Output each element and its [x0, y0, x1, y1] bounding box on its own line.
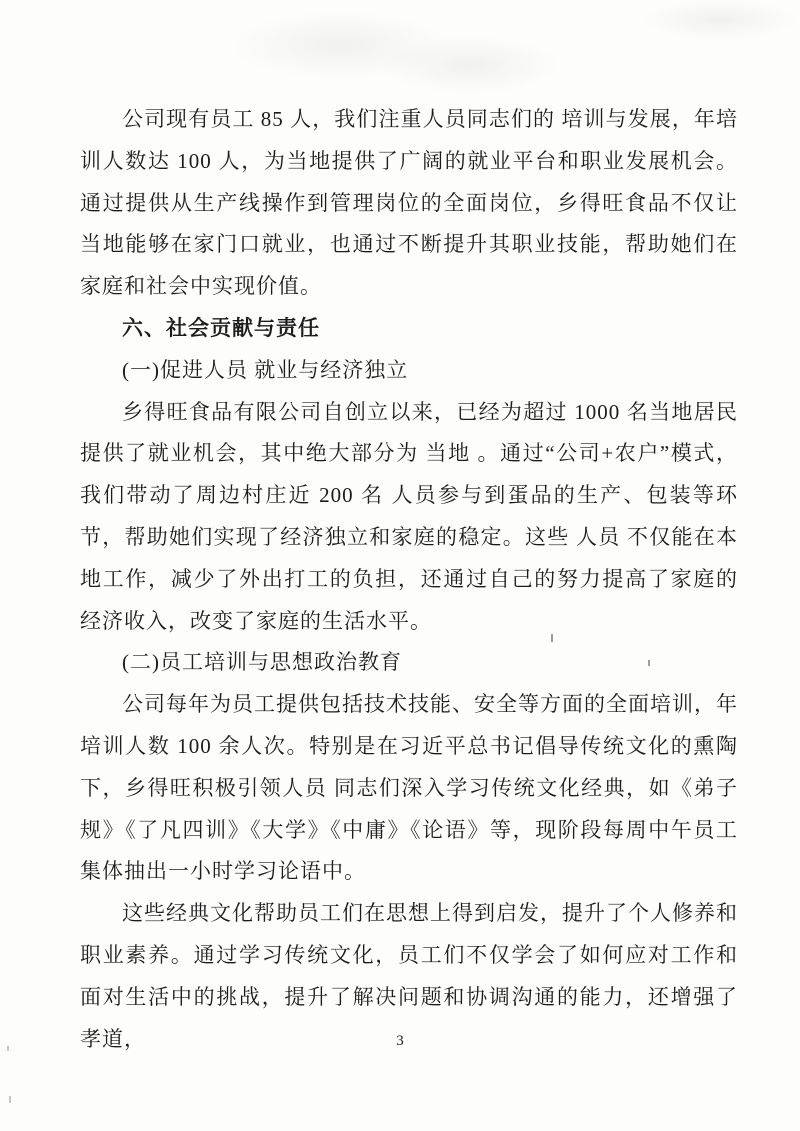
paragraph-workforce-training: 公司现有员工 85 人，我们注重人员同志们的 培训与发展，年培训人数达 100 人，为当地提供了广阔的就业平台和职业发展机会。通过提供从生产线操作到管理岗位的全面岗位，乡得旺食品不仅让 当地能够在家门口就业，也通过不断提升其职业技能，帮助她们在家庭和社会中实现价值。: [80, 107, 738, 299]
subsection-title-employment-independence: (一)促进人员 就业与经济独立: [122, 357, 409, 382]
page-footer: [0, 1033, 800, 1050]
subsection-title-staff-education: (二)员工培训与思想政治教育: [122, 650, 402, 675]
section-heading-social-contribution: 六、社会贡献与责任: [122, 315, 320, 340]
scan-speck: [9, 1096, 11, 1103]
paragraph-training-classics: 公司每年为员工提供包括技术技能、安全等方面的全面培训，年培训人数 100 余人次。特别是在习近平总书记倡导传统文化的熏陶下，乡得旺积极引领人员 同志们深入学习传统文化经典，如《弟子规》《了凡四训》《大学》《中庸》《论语》等，现阶段每周中午员工集体抽出一小时学习论语中。: [80, 692, 738, 884]
scan-smudge: [230, 10, 450, 80]
scan-smudge: [380, 35, 560, 95]
scan-smudge: [640, 0, 800, 40]
paragraph-employment-economy: 乡得旺食品有限公司自创立以来，已经为超过 1000 名当地居民提供了就业机会，其中绝大部分为 当地 。通过“公司+农户”模式，我们带动了周边村庄近 200 名 人员参与到蛋品的生产、包装等环节，帮助她们实现了经济独立和家庭的稳定。这些 人员 不仅能在本地工作，减少了外出打工的负担，还通过自己的努力提高了家庭的经济收入，改变了家庭的生活水平。: [80, 399, 738, 633]
paragraph-classic-culture-benefits: 这些经典文化帮助员工们在思想上得到启发，提升了个人修养和职业素养。通过学习传统文化，员工们不仅学会了如何应对工作和面对生活中的挑战，提升了解决问题和协调沟通的能力，还增强了孝道，: [80, 901, 738, 1051]
document-body: [80, 99, 738, 1060]
page-number: 3: [396, 1033, 404, 1049]
